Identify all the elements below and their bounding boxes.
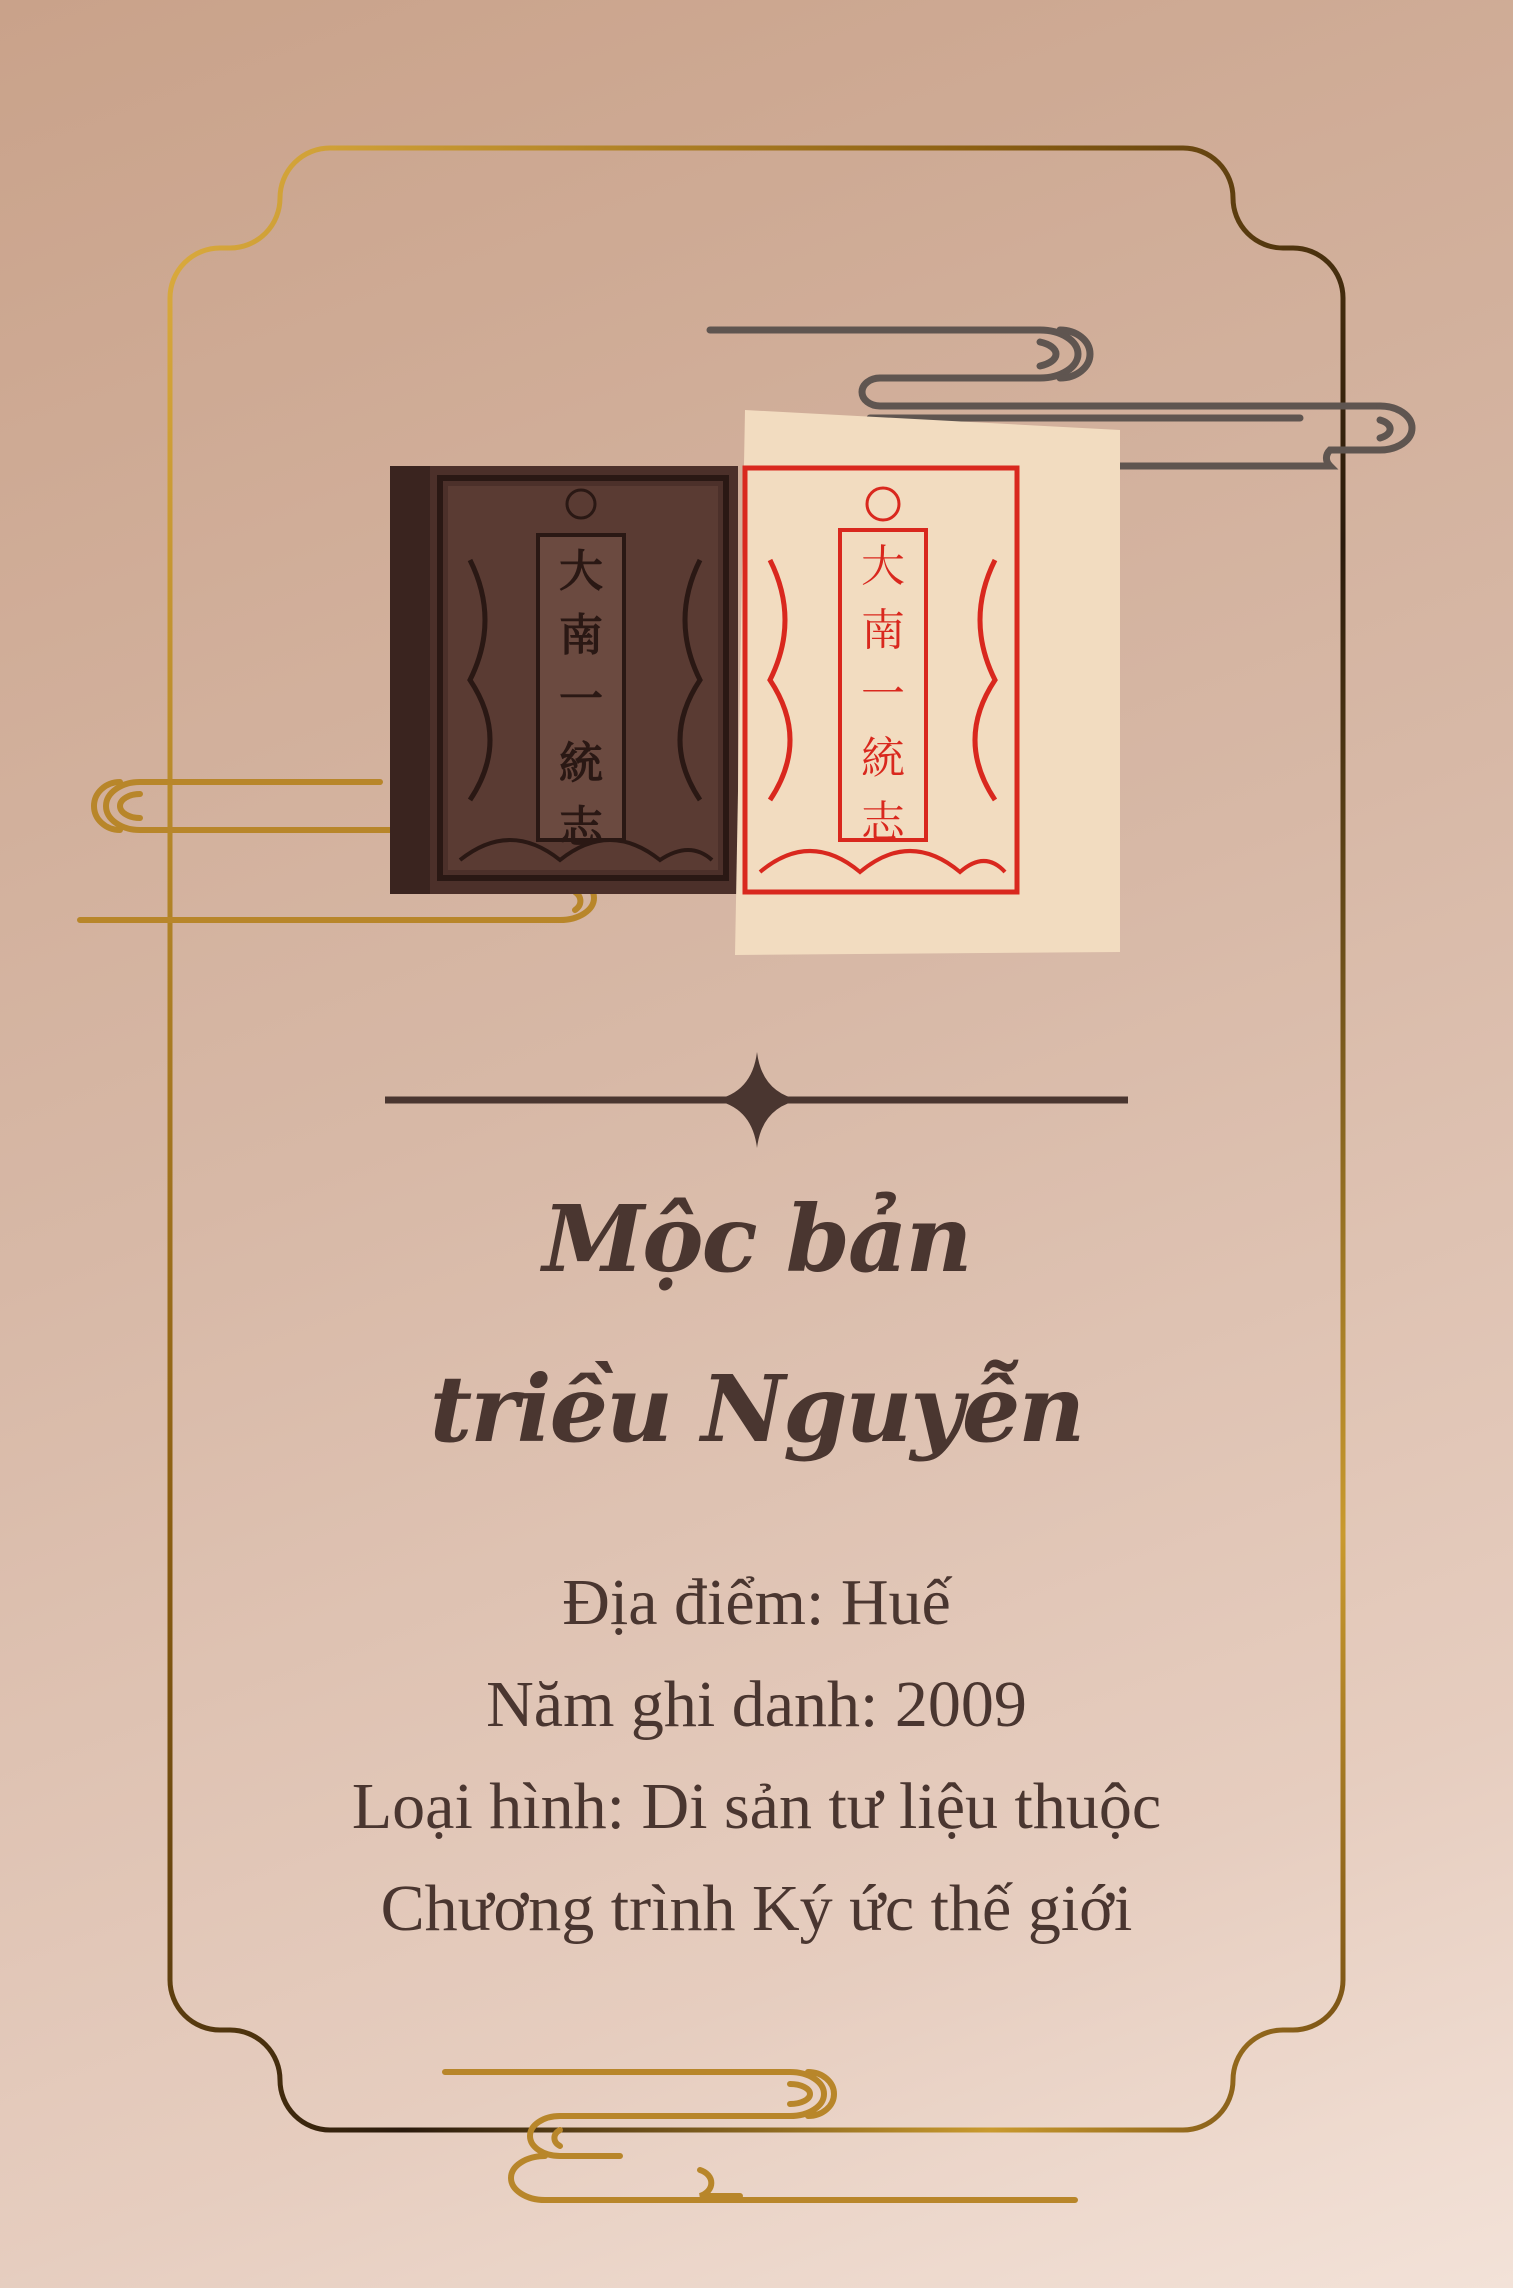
woodblock-char: 志 [559, 802, 603, 853]
printed-page-image [735, 410, 1120, 955]
info-type-line-1: Loại hình: Di sản tư liệu thuộc [351, 1770, 1162, 1843]
printed-char: 一 [861, 669, 905, 720]
title-divider [385, 1052, 1128, 1148]
info-type-line-2: Chương trình Ký ức thế giới [380, 1872, 1133, 1945]
woodblock-char: 大 [559, 546, 603, 597]
woodblock-char: 統 [559, 738, 603, 789]
woodblock-char: 一 [559, 674, 603, 725]
cloud-swirl-bottom [445, 2072, 1075, 2200]
printed-char: 大 [861, 541, 905, 592]
woodblock-char: 南 [559, 610, 603, 661]
printed-char: 南 [861, 605, 905, 656]
printed-char: 統 [861, 733, 905, 784]
title-line-1: Mộc bản [542, 1185, 971, 1293]
printed-char: 志 [861, 797, 905, 848]
printed-page-characters [840, 530, 926, 848]
info-location: Địa điểm: Huế [562, 1566, 951, 1639]
woodblock-characters [538, 535, 624, 853]
title-line-2: triều Nguyễn [429, 1355, 1084, 1463]
info-year: Năm ghi danh: 2009 [486, 1668, 1027, 1741]
